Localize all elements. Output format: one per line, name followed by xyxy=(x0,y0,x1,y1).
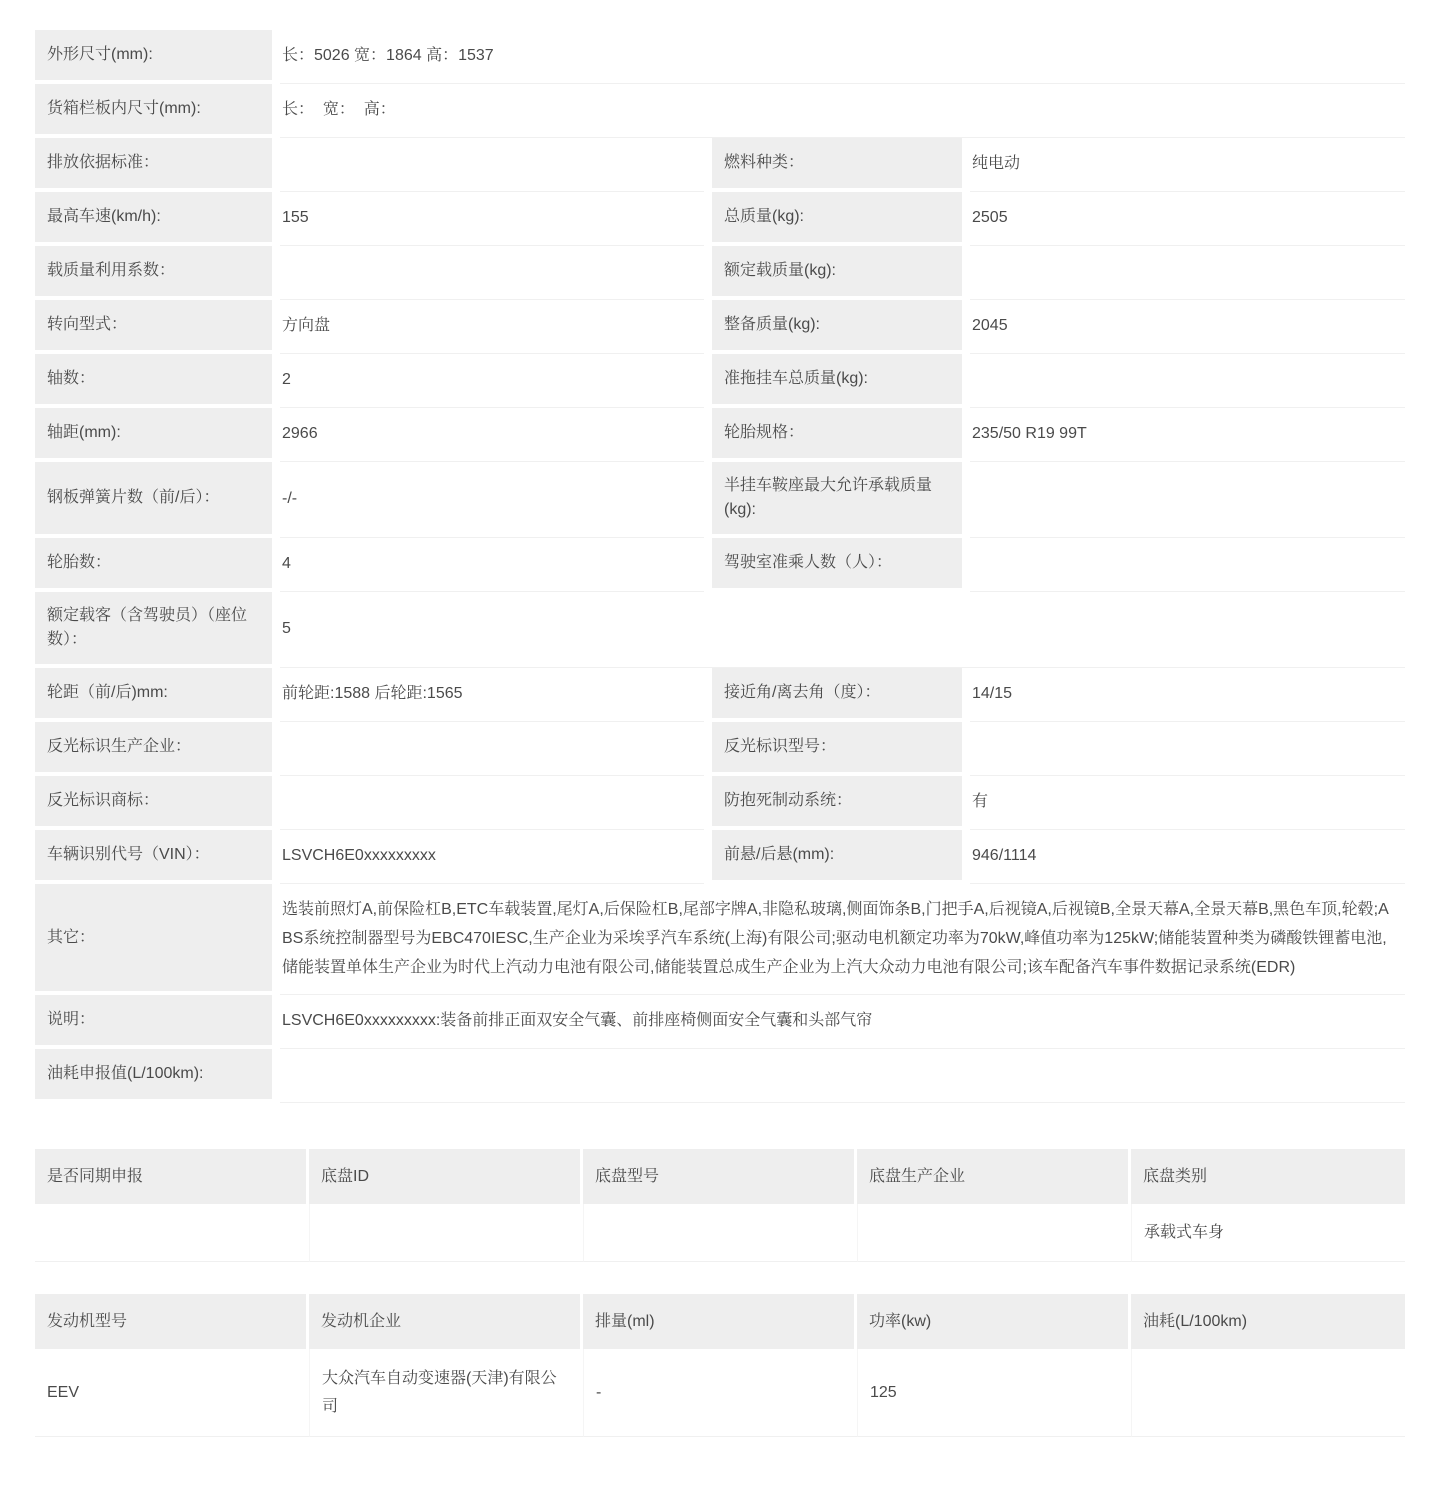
spec-row xyxy=(35,30,1405,84)
table-data-cell: 125 xyxy=(857,1349,1131,1437)
table-data-cell: 承载式车身 xyxy=(1131,1204,1405,1262)
spec-value: 235/50 R19 99T xyxy=(970,408,1405,462)
spec-value: LSVCH6E0xxxxxxxxx xyxy=(280,830,704,884)
table-header-cell: 发动机企业 xyxy=(309,1294,583,1349)
engine-table xyxy=(35,1294,1405,1437)
spec-value xyxy=(970,538,1405,592)
spec-label: 其它： xyxy=(35,884,272,995)
spec-label: 油耗申报值(L/100km): xyxy=(35,1049,272,1103)
spec-value xyxy=(280,246,704,300)
spec-value: 2505 xyxy=(970,192,1405,246)
spec-value xyxy=(970,462,1405,538)
spec-value xyxy=(280,722,704,776)
spec-value: 14/15 xyxy=(970,668,1405,722)
spec-label: 接近角/离去角（度）： xyxy=(712,668,962,722)
spec-label: 轴数： xyxy=(35,354,272,408)
table-header-cell: 排量(ml) xyxy=(583,1294,857,1349)
spec-row xyxy=(35,408,1405,462)
spec-row xyxy=(35,1049,1405,1103)
spec-label: 车辆识别代号（VIN）： xyxy=(35,830,272,884)
table-data-cell xyxy=(1131,1349,1405,1437)
table-header-cell: 是否同期申报 xyxy=(35,1149,309,1204)
spec-row xyxy=(35,300,1405,354)
table-header-cell: 发动机型号 xyxy=(35,1294,309,1349)
spec-row xyxy=(35,538,1405,592)
table-data-cell xyxy=(35,1204,309,1262)
spec-value: 前轮距:1588 后轮距:1565 xyxy=(280,668,704,722)
spec-value: 5 xyxy=(280,592,1405,668)
spec-label: 反光标识型号： xyxy=(712,722,962,776)
spec-label: 外形尺寸(mm): xyxy=(35,30,272,84)
spec-table xyxy=(35,30,1405,1103)
table-header-cell: 底盘型号 xyxy=(583,1149,857,1204)
spec-value: 4 xyxy=(280,538,704,592)
spec-label: 说明： xyxy=(35,995,272,1049)
spec-label: 钢板弹簧片数（前/后）： xyxy=(35,462,272,538)
spec-row xyxy=(35,884,1405,995)
table-header-cell: 底盘类别 xyxy=(1131,1149,1405,1204)
spec-value: -/- xyxy=(280,462,704,538)
table-header-cell: 油耗(L/100km) xyxy=(1131,1294,1405,1349)
spec-value: 有 xyxy=(970,776,1405,830)
spec-row xyxy=(35,138,1405,192)
table-data-cell xyxy=(857,1204,1131,1262)
spec-value: 2966 xyxy=(280,408,704,462)
spec-row xyxy=(35,84,1405,138)
table-header-cell: 功率(kw) xyxy=(857,1294,1131,1349)
spec-label: 反光标识生产企业： xyxy=(35,722,272,776)
spec-value: 选装前照灯A,前保险杠B,ETC车载装置,尾灯A,后保险杠B,尾部字牌A,非隐私玻璃,侧面饰条B,门把手A,后视镜A,后视镜B,全景天幕A,全景天幕B,黑色车顶,轮毂;ABS系统控制器型号为EBC470IESC,生产企业为采埃孚汽车系统(上海)有限公司;驱动电机额定功率为70kW,峰值功率为125kW;储能装置种类为磷酸铁锂蓄电池,储能装置单体生产企业为时代上汽动力电池有限公司,储能装置总成生产企业为上汽大众动力电池有限公司;该车配备汽车事件数据记录系统(EDR) xyxy=(280,884,1405,995)
table-data-cell xyxy=(583,1204,857,1262)
spec-label: 货箱栏板内尺寸(mm): xyxy=(35,84,272,138)
spec-label: 载质量利用系数： xyxy=(35,246,272,300)
spec-label: 前悬/后悬(mm): xyxy=(712,830,962,884)
spec-row xyxy=(35,995,1405,1049)
table-row xyxy=(35,1204,1405,1262)
spec-row xyxy=(35,776,1405,830)
table-header-row xyxy=(35,1294,1405,1349)
spec-value xyxy=(280,1049,1405,1103)
spec-value xyxy=(970,722,1405,776)
spec-value: 946/1114 xyxy=(970,830,1405,884)
spec-label: 准拖挂车总质量(kg): xyxy=(712,354,962,408)
spec-value: 纯电动 xyxy=(970,138,1405,192)
table-header-row xyxy=(35,1149,1405,1204)
spec-value: 长：5026 宽：1864 高：1537 xyxy=(280,30,1405,84)
spec-label: 轮胎规格： xyxy=(712,408,962,462)
spec-row xyxy=(35,354,1405,408)
table-data-cell: EEV xyxy=(35,1349,309,1437)
spec-label: 燃料种类： xyxy=(712,138,962,192)
spec-label: 半挂车鞍座最大允许承载质量(kg): xyxy=(712,462,962,538)
chassis-table xyxy=(35,1149,1405,1262)
spec-value: 长： 宽： 高： xyxy=(280,84,1405,138)
spec-label: 最高车速(km/h): xyxy=(35,192,272,246)
table-data-cell xyxy=(309,1204,583,1262)
spec-label: 整备质量(kg): xyxy=(712,300,962,354)
spec-row xyxy=(35,462,1405,538)
spec-row xyxy=(35,722,1405,776)
spec-value: 方向盘 xyxy=(280,300,704,354)
spec-label: 排放依据标准： xyxy=(35,138,272,192)
spec-row xyxy=(35,192,1405,246)
spec-value: 155 xyxy=(280,192,704,246)
spec-value xyxy=(280,776,704,830)
spec-value xyxy=(970,246,1405,300)
table-row xyxy=(35,1349,1405,1437)
spec-label: 额定载客（含驾驶员）（座位数）： xyxy=(35,592,272,668)
spec-label: 防抱死制动系统： xyxy=(712,776,962,830)
table-data-cell: 大众汽车自动变速器(天津)有限公司 xyxy=(309,1349,583,1437)
table-header-cell: 底盘生产企业 xyxy=(857,1149,1131,1204)
spec-value: 2 xyxy=(280,354,704,408)
spec-label: 轴距(mm): xyxy=(35,408,272,462)
spec-row xyxy=(35,668,1405,722)
spec-label: 转向型式： xyxy=(35,300,272,354)
spec-label: 总质量(kg): xyxy=(712,192,962,246)
spec-row xyxy=(35,830,1405,884)
table-data-cell: - xyxy=(583,1349,857,1437)
spec-row xyxy=(35,246,1405,300)
table-header-cell: 底盘ID xyxy=(309,1149,583,1204)
spec-label: 额定载质量(kg): xyxy=(712,246,962,300)
spec-value: 2045 xyxy=(970,300,1405,354)
spec-value xyxy=(970,354,1405,408)
spec-row xyxy=(35,592,1405,668)
spec-label: 轮胎数： xyxy=(35,538,272,592)
spec-label: 轮距（前/后)mm: xyxy=(35,668,272,722)
spec-value xyxy=(280,138,704,192)
spec-label: 驾驶室准乘人数（人）： xyxy=(712,538,962,592)
spec-label: 反光标识商标： xyxy=(35,776,272,830)
spec-value: LSVCH6E0xxxxxxxxx:装备前排正面双安全气囊、前排座椅侧面安全气囊和头部气帘 xyxy=(280,995,1405,1049)
